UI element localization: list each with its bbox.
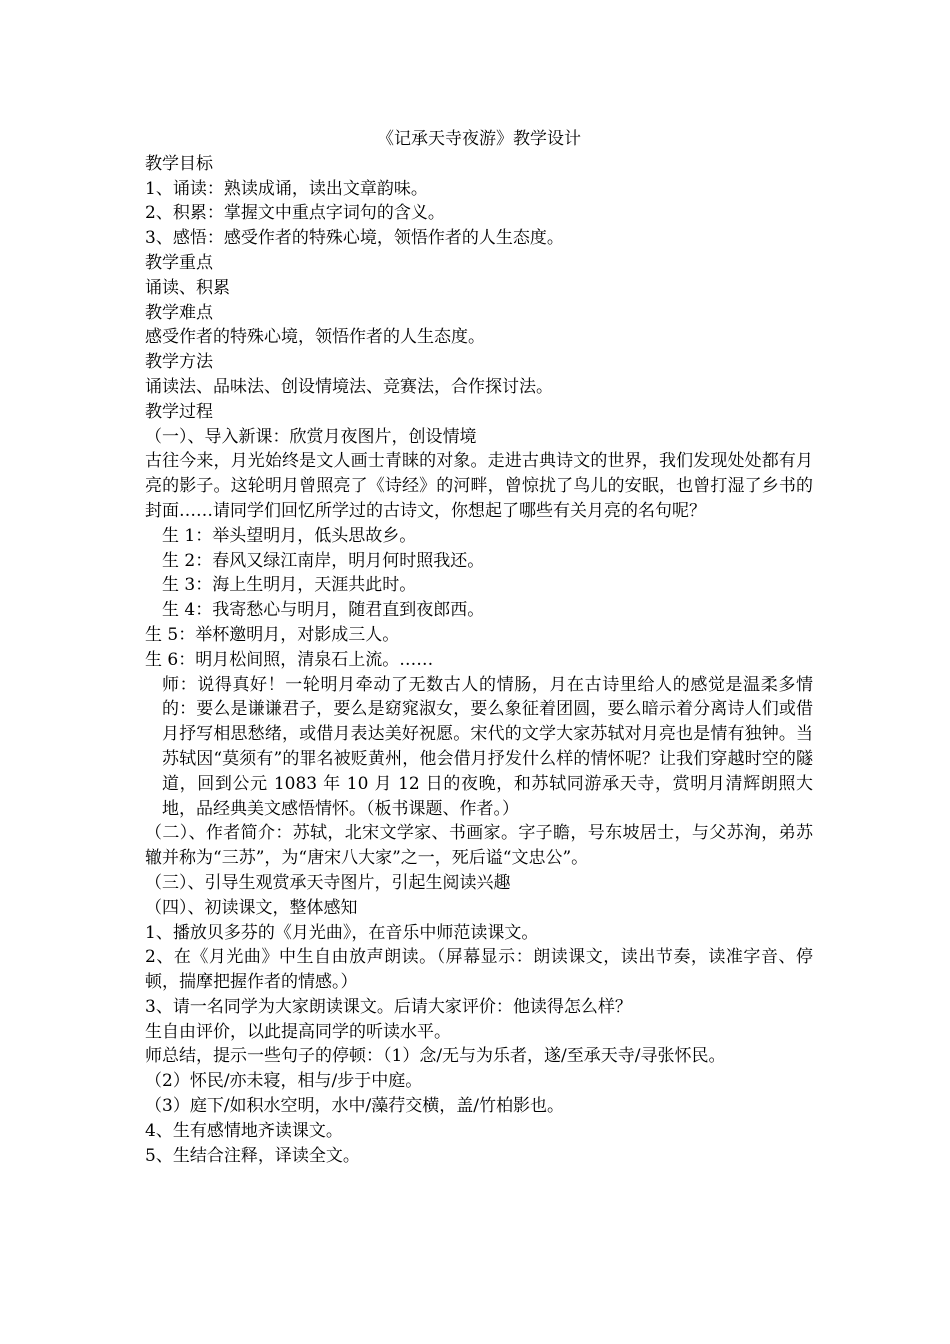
body-line: 生 5：举杯邀明月，对影成三人。 [145,624,400,645]
body-line: 生 6：明月松间照，清泉石上流。…… [145,649,434,670]
body-line: （3）庭下/如积水空明，水中/藻荇交横，盖/竹柏影也。 [145,1096,564,1117]
body-line: 教学难点 [145,302,213,323]
body-line: 教学过程 [145,401,213,422]
body-line: 感受作者的特殊心境，领悟作者的人生态度。 [145,327,485,348]
body-line: 诵读、积累 [145,277,230,298]
body-paragraph: 2、在《月光曲》中生自由放声朗读。（屏幕显示：朗读课文，读出节奏，读准字音、停顿，揣摩把握作者的情感。） [145,947,813,993]
body-paragraph: （二）、作者简介：苏轼，北宋文学家、书画家。字子瞻，号东坡居士，与父苏洵，弟苏辙并称为“三苏”，为“唐宋八大家”之一，死后谥“文忠公”。 [145,823,813,869]
body-line: 生 4：我寄愁心与明月，随君直到夜郎西。 [162,600,485,621]
body-line: （四）、初读课文，整体感知 [145,897,358,918]
body-line: （一）、导入新课：欣赏月夜图片，创设情境 [145,426,477,447]
body-line: 师总结，提示一些句子的停顿：（1）念/无与为乐者，遂/至承天寺/寻张怀民。 [145,1046,726,1067]
body-line: 3、感悟：感受作者的特殊心境，领悟作者的人生态度。 [145,228,564,249]
body-line: 5、生结合注释，译读全文。 [145,1145,360,1166]
body-line: 生自由评价，以此提高同学的听读水平。 [145,1021,451,1042]
body-paragraph: 古往今来，月光始终是文人画士青睐的对象。走进古典诗文的世界，我们发现处处都有月亮的影子。这轮明月曾照亮了《诗经》的河畔，曾惊扰了鸟儿的安眠，也曾打湿了乡书的封面……请同学们回忆所学过的古诗文，你想起了哪些有关月亮的名句呢？ [145,451,813,521]
body-line: （三）、引导生观赏承天寺图片，引起生阅读兴趣 [145,872,511,893]
body-line: 教学重点 [145,252,213,273]
body-line: （2）怀民/亦未寝，相与/步于中庭。 [145,1071,423,1092]
body-line: 生 3：海上生明月，天涯共此时。 [162,575,417,596]
body-line: 1、播放贝多芬的《月光曲》，在音乐中师范读课文。 [145,922,539,943]
body-line: 1、诵读：熟读成诵，读出文章韵味。 [145,178,428,199]
document-body [145,152,813,1169]
body-line: 教学方法 [145,352,213,373]
body-line: 4、生有感情地齐读课文。 [145,1120,343,1141]
body-line: 教学目标 [145,153,213,174]
body-paragraph: 师：说得真好！一轮明月牵动了无数古人的情肠，月在古诗里给人的感觉是温柔多情的：要么是谦谦君子，要么是窈窕淑女，要么象征着团圆，要么暗示着分离诗人们或借月抒写相思愁绪，或借月表达美好祝愿。宋代的文学大家苏轼对月亮也是情有独钟。当苏轼因“莫须有”的罪名被贬黄州，他会借月抒发什么样的情怀呢？让我们穿越时空的隧道，回到公元 1083 年 10 月 12 日的夜晚，和苏轼同游承天寺，赏明月清辉朗照大地，品经典美文感悟情怀。（板书课题、作者。） [162,674,813,819]
body-line: 生 1：举头望明月，低头思故乡。 [162,525,417,546]
body-line: 2、积累：掌握文中重点字词句的含义。 [145,203,445,224]
body-line: 3、请一名同学为大家朗读课文。后请大家评价：他读得怎么样？ [145,996,632,1017]
document-title: 《记承天寺夜游》教学设计 [377,129,581,149]
body-line: 诵读法、品味法、创设情境法、竞赛法，合作探讨法。 [145,376,553,397]
document-page [145,127,813,1168]
body-line: 生 2：春风又绿江南岸，明月何时照我还。 [162,550,485,571]
